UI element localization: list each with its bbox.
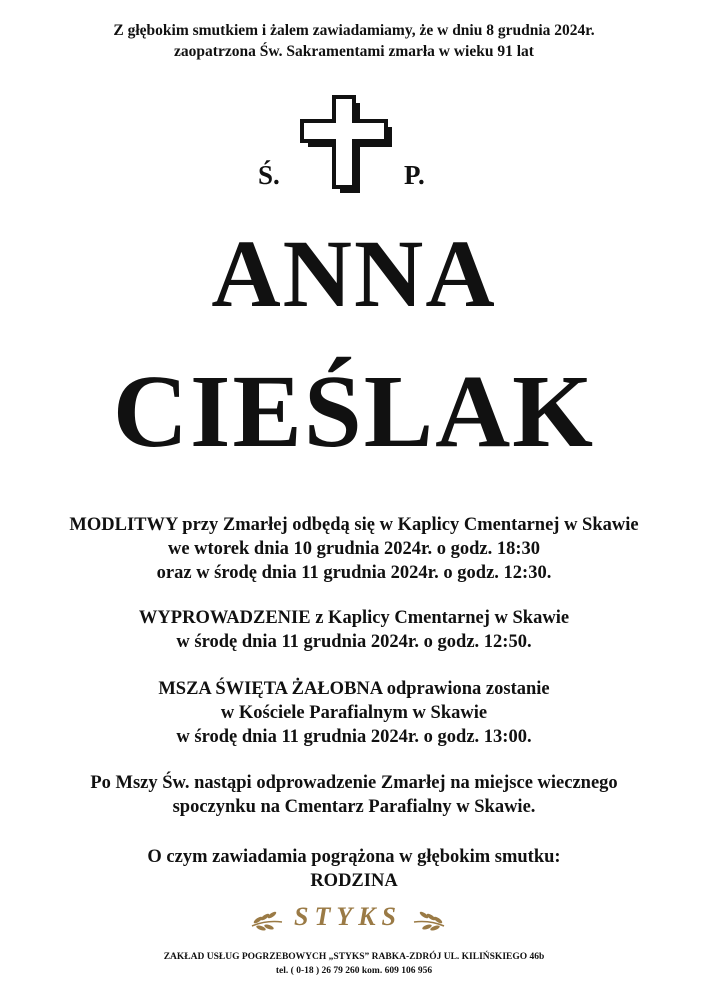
family-line-1: O czym zawiadamia pogrążona w głębokim smutku: <box>147 847 561 867</box>
mass-line-1 <box>0 677 708 701</box>
intro-line-2: zaopatrzona Św. Sakramentami zmarła w wieku 91 lat <box>174 43 534 60</box>
departure-line-1 <box>0 606 708 630</box>
logo-text: STYKS <box>293 902 403 931</box>
prayers-line-1-rest: przy Zmarłej odbędą się w Kaplicy Cmentarnej w Skawie <box>177 515 639 535</box>
mass-line-1-rest: odprawiona zostanie <box>382 679 550 699</box>
last-name: CIEŚLAK <box>112 354 596 469</box>
prefix-s: Ś. <box>258 160 280 190</box>
mass-line-2: w Kościele Parafialnym w Skawie <box>220 703 488 723</box>
cross-icon <box>300 95 396 195</box>
departure-line-2: w środę dnia 11 grudnia 2024r. o godz. 12:50. <box>176 632 532 652</box>
prayers-lead: MODLITWY <box>69 515 178 535</box>
footer-address: ZAKŁAD USŁUG POGRZEBOWYCH „STYKS” RABKA-ZDRÓJ UL. KILIŃSKIEGO 46b <box>163 952 545 962</box>
prayers-line-3: oraz w środę dnia 11 grudnia 2024r. o godz. 12:30. <box>156 563 552 583</box>
burial-line-2: spoczynku na Cmentarz Parafialny w Skawie. <box>172 797 536 817</box>
prefix-p: P. <box>404 160 425 190</box>
departure-line-1-rest: z Kaplicy Cmentarnej w Skawie <box>310 608 570 628</box>
intro-line-1: Z głębokim smutkiem i żalem zawiadamiamy, że w dniu 8 grudnia 2024r. <box>113 22 595 39</box>
burial-line-1: Po Mszy Św. nastąpi odprowadzenie Zmarłej na miejsce wiecznego <box>90 773 618 793</box>
family-line-2: RODZINA <box>310 871 398 891</box>
footer-phone: tel. ( 0-18 ) 26 79 260 kom. 609 106 956 <box>275 966 433 976</box>
prayers-line-2: we wtorek dnia 10 grudnia 2024r. o godz. 18:30 <box>167 539 541 559</box>
mass-lead: MSZA ŚWIĘTA ŻAŁOBNA <box>158 679 383 699</box>
burial-section <box>0 771 708 819</box>
mass-line-3: w środę dnia 11 grudnia 2024r. o godz. 13:00. <box>176 727 532 747</box>
styks-logo <box>248 900 448 936</box>
departure-section <box>0 606 708 654</box>
family-section <box>0 845 708 893</box>
departure-lead: WYPROWADZENIE <box>138 608 311 628</box>
first-name: ANNA <box>211 220 497 327</box>
prayers-line-1 <box>0 513 708 537</box>
mass-section <box>0 677 708 749</box>
prayers-section <box>0 513 708 585</box>
intro-text <box>0 20 708 62</box>
